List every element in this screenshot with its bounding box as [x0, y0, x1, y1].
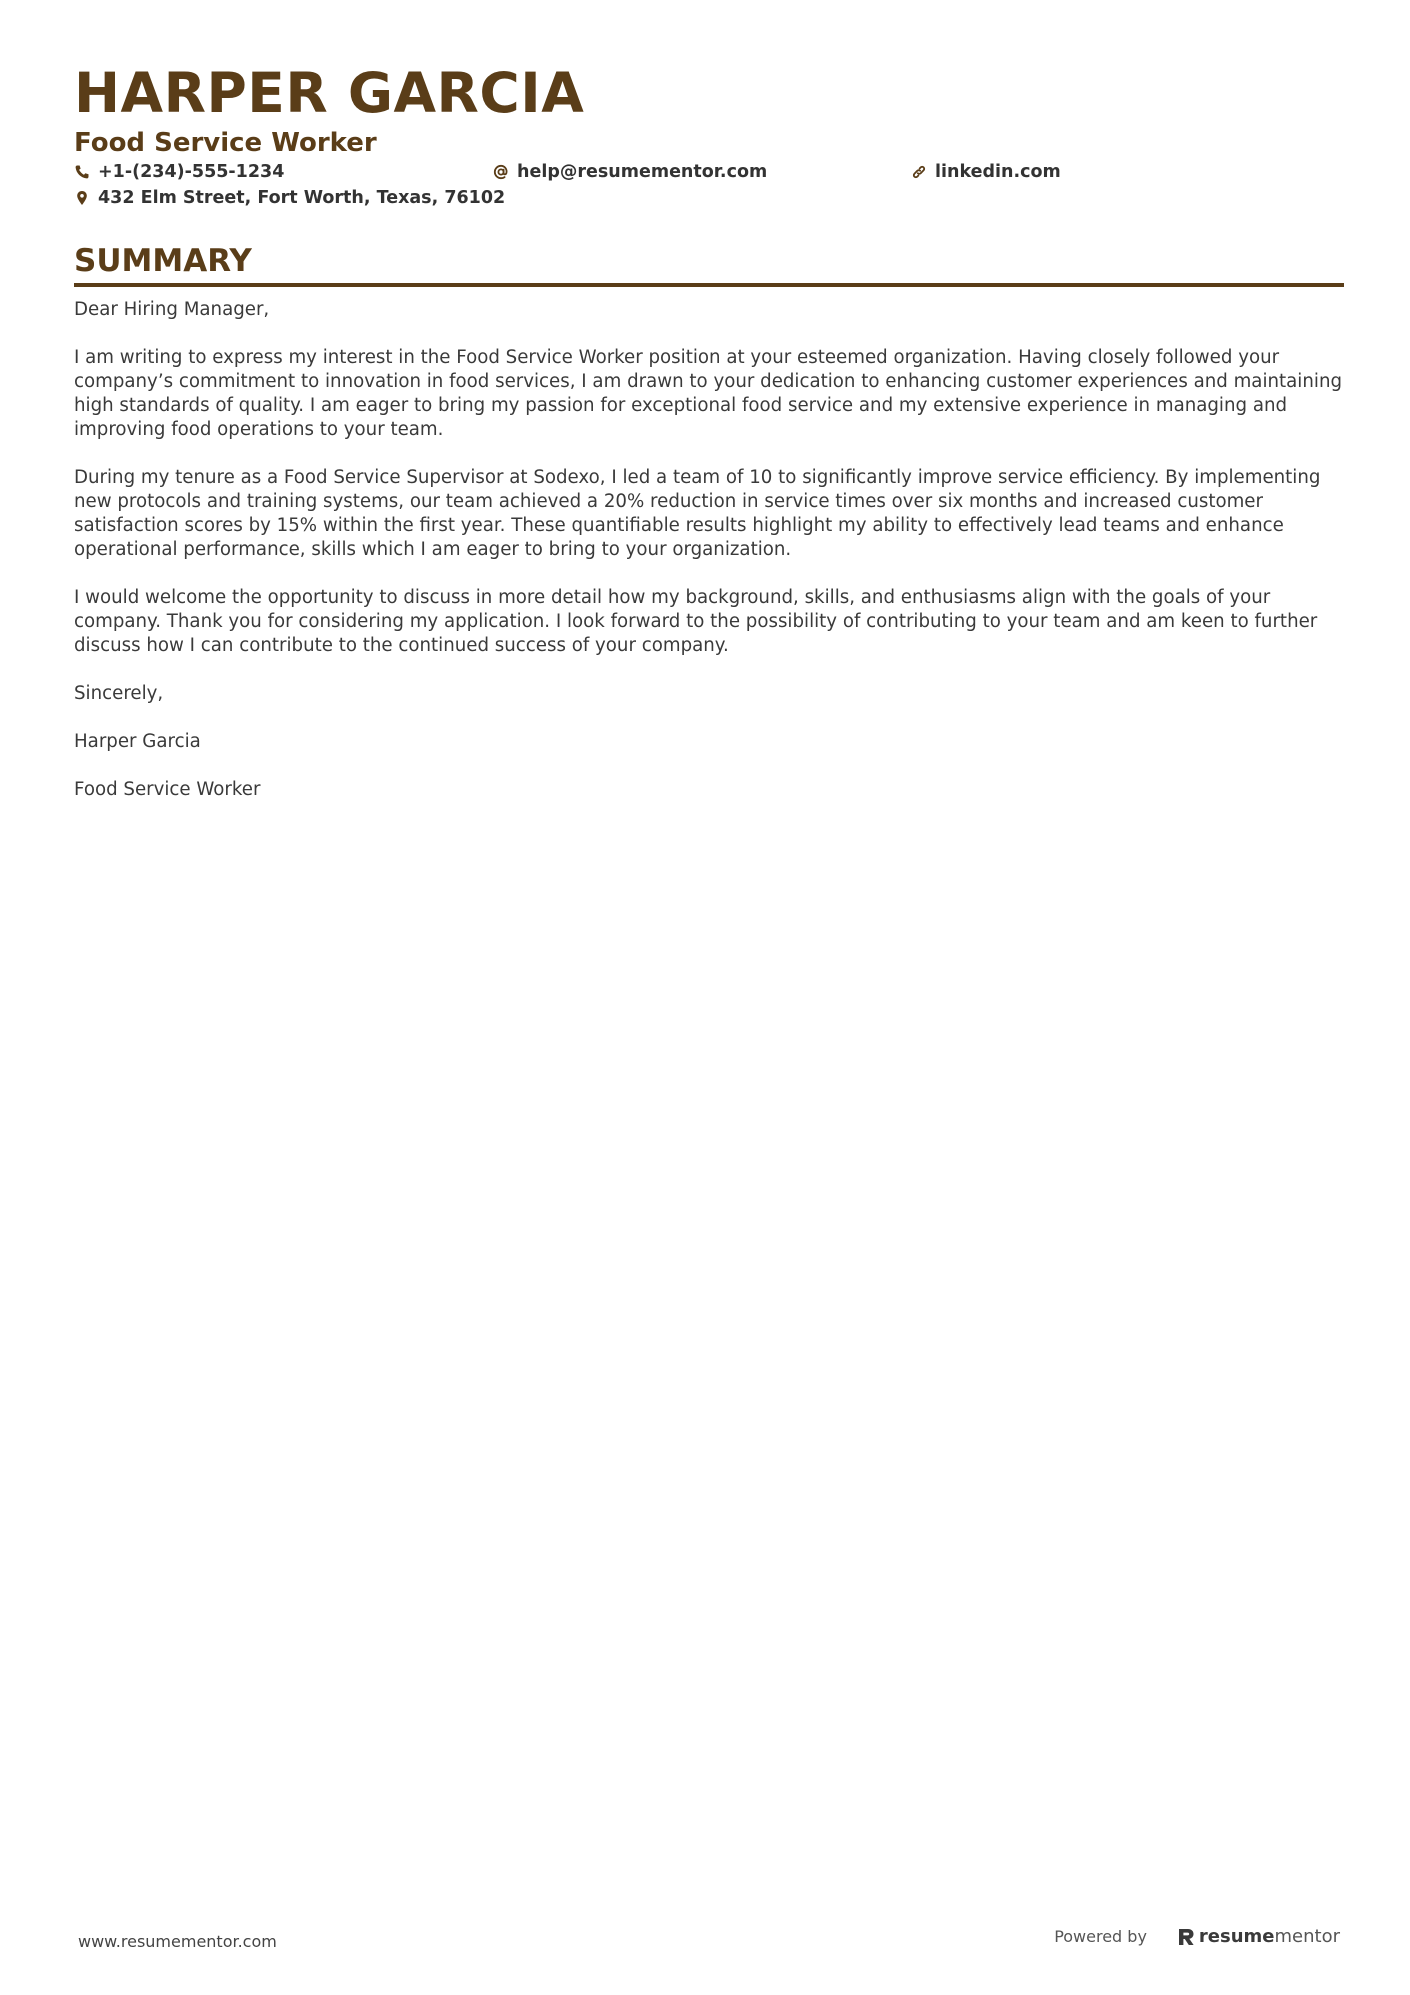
letter-body — [74, 298, 1344, 826]
footer-website[interactable]: www.resumementor.com — [78, 1932, 277, 1951]
section-divider — [74, 283, 1344, 287]
contact-phone — [74, 160, 284, 184]
address-text: 432 Elm Street, Fort Worth, Texas, 76102 — [98, 188, 506, 208]
summary-heading: SUMMARY — [74, 243, 252, 279]
contact-address — [74, 186, 505, 210]
resumementor-logo[interactable] — [1177, 1926, 1340, 1947]
paragraph-1: I am writing to express my interest in the Food Service Worker position at your esteemed organization. Having closely followed your company’s commitment to innovation in food services, I am drawn to your dedication to enhancing customer experiences and maintaining high standards of quality. I am eager to bring my passion for exceptional food service and my extensive experience in managing and improving food operations to your team. — [74, 347, 1343, 440]
salutation: Dear Hiring Manager, — [74, 299, 270, 320]
phone-icon — [74, 164, 90, 180]
signature-name: Harper Garcia — [74, 731, 201, 752]
signature-title: Food Service Worker — [74, 779, 261, 800]
link-icon — [911, 164, 927, 180]
at-icon — [493, 164, 509, 180]
contact-email — [493, 160, 767, 184]
website-text[interactable]: linkedin.com — [935, 162, 1061, 182]
brand-text-mentor: mentor — [1274, 1926, 1340, 1947]
brand-text-resume: resume — [1198, 1926, 1275, 1947]
paragraph-2: During my tenure as a Food Service Supervisor at Sodexo, I led a team of 10 to significantly improve service efficiency. By implementing new protocols and training systems, our team achieved a 20% reduction in service times over six months and increased customer satisfaction scores by 15% within the first year. These quantifiable results highlight my ability to effectively lead teams and enhance operational performance, skills which I am eager to bring to your organization. — [74, 467, 1321, 560]
paragraph-3: I would welcome the opportunity to discuss in more detail how my background, skills, and enthusiasms align with the goals of your company. Thank you for considering my application. I look forward to the possibility of contributing to your team and am keen to further discuss how I can contribute to the continued success of your company. — [74, 587, 1318, 656]
powered-by-label: Powered by — [1054, 1927, 1147, 1946]
phone-text[interactable]: +1-(234)-555-1234 — [98, 162, 285, 182]
candidate-role: Food Service Worker — [74, 128, 377, 158]
map-pin-icon — [74, 190, 90, 206]
email-text[interactable]: help@resumementor.com — [517, 162, 768, 182]
resumementor-logo-icon — [1177, 1927, 1195, 1947]
contact-website — [911, 160, 1061, 184]
candidate-name: HARPER GARCIA — [74, 61, 585, 125]
footer-branding — [1054, 1926, 1340, 1947]
closing: Sincerely, — [74, 683, 164, 704]
